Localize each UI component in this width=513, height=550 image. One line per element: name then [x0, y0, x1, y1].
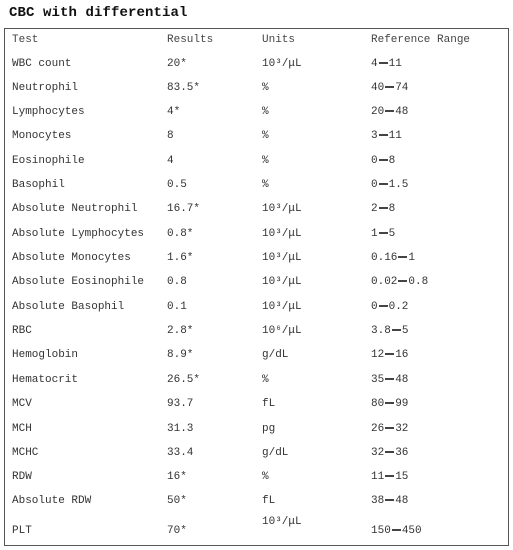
range-dash — [379, 232, 388, 234]
range-low: 38 — [371, 495, 385, 507]
table-row — [5, 516, 508, 541]
table-row — [5, 419, 508, 439]
range-dash — [392, 529, 401, 531]
test-name: Hematocrit — [12, 374, 79, 386]
reference-range — [371, 443, 408, 463]
result-value: 31.3 — [167, 423, 194, 435]
test-name: RDW — [12, 471, 32, 483]
test-name: Basophil — [12, 179, 65, 191]
range-dash — [379, 159, 388, 161]
range-low: 3 — [371, 130, 378, 142]
range-dash — [392, 329, 401, 331]
reference-range — [371, 175, 408, 195]
range-low: 4 — [371, 58, 378, 70]
table-row — [5, 224, 508, 244]
range-high: 450 — [401, 525, 422, 537]
test-name: RBC — [12, 325, 32, 337]
result-value: 33.4 — [167, 447, 194, 459]
test-name: Monocytes — [12, 130, 72, 142]
reference-range — [371, 54, 402, 74]
range-low: 32 — [371, 447, 385, 459]
reference-range — [371, 199, 395, 219]
result-value: 4 — [167, 155, 174, 167]
table-row — [5, 467, 508, 487]
header-reference-range: Reference Range — [371, 34, 471, 46]
reference-range — [371, 248, 415, 268]
range-high: 16 — [395, 349, 409, 361]
result-value: 20* — [167, 58, 187, 70]
table-row — [5, 54, 508, 74]
units-value: % — [262, 82, 269, 94]
range-low: 0 — [371, 301, 378, 313]
test-name: Absolute Eosinophile — [12, 276, 145, 288]
table-row — [5, 394, 508, 414]
units-value: pg — [262, 423, 276, 435]
range-low: 150 — [371, 525, 391, 537]
units-value: g/dL — [262, 349, 289, 361]
range-low: 40 — [371, 82, 385, 94]
header-results: Results — [167, 34, 214, 46]
range-low: 11 — [371, 471, 385, 483]
result-value: 2.8* — [167, 325, 194, 337]
reference-range — [371, 370, 408, 390]
range-dash — [385, 402, 394, 404]
table-row — [5, 345, 508, 365]
units-value: g/dL — [262, 447, 289, 459]
range-high: 99 — [395, 398, 409, 410]
result-value: 50* — [167, 495, 187, 507]
reference-range — [371, 394, 408, 414]
range-high: 8 — [388, 155, 396, 167]
table-header-row — [5, 30, 508, 50]
reference-range — [371, 491, 408, 511]
reference-range — [371, 102, 408, 122]
test-name: Eosinophile — [12, 155, 85, 167]
range-dash — [379, 183, 388, 185]
result-value: 0.5 — [167, 179, 187, 191]
test-name: PLT — [12, 525, 32, 537]
range-dash — [398, 256, 407, 258]
result-value: 0.1 — [167, 301, 187, 313]
range-high: 48 — [395, 374, 409, 386]
range-low: 0.16 — [371, 252, 398, 264]
range-low: 20 — [371, 106, 385, 118]
test-name: MCH — [12, 423, 32, 435]
units-value: % — [262, 130, 269, 142]
units-value: 10³/μL — [262, 252, 302, 264]
range-low: 0.02 — [371, 276, 398, 288]
table-row — [5, 321, 508, 341]
range-high: 32 — [395, 423, 409, 435]
units-value: fL — [262, 495, 276, 507]
units-value: 10³/μL — [262, 301, 302, 313]
result-value: 16.7* — [167, 203, 201, 215]
table-row — [5, 126, 508, 146]
range-high: 48 — [395, 106, 409, 118]
result-value: 70* — [167, 525, 187, 537]
result-value: 8 — [167, 130, 174, 142]
range-low: 0 — [371, 179, 378, 191]
reference-range — [371, 272, 428, 292]
result-value: 93.7 — [167, 398, 194, 410]
result-value: 16* — [167, 471, 187, 483]
range-dash — [385, 427, 394, 429]
table-row — [5, 491, 508, 511]
reference-range — [371, 345, 408, 365]
reference-range — [371, 151, 395, 171]
range-low: 2 — [371, 203, 378, 215]
range-high: 11 — [388, 130, 402, 142]
range-dash — [385, 475, 394, 477]
table-row — [5, 370, 508, 390]
units-value: fL — [262, 398, 276, 410]
range-dash — [398, 280, 407, 282]
reference-range — [371, 78, 408, 98]
range-high: 11 — [388, 58, 402, 70]
result-value: 8.9* — [167, 349, 194, 361]
test-name: MCV — [12, 398, 32, 410]
reference-range — [371, 467, 408, 487]
range-dash — [379, 305, 388, 307]
result-value: 26.5* — [167, 374, 201, 386]
range-low: 1 — [371, 228, 378, 240]
units-value: % — [262, 106, 269, 118]
range-high: 5 — [388, 228, 396, 240]
range-dash — [385, 451, 394, 453]
test-name: Absolute Lymphocytes — [12, 228, 145, 240]
test-name: Neutrophil — [12, 82, 79, 94]
test-name: Absolute Neutrophil — [12, 203, 138, 215]
range-high: 36 — [395, 447, 409, 459]
reference-range — [371, 419, 408, 439]
range-high: 0.2 — [388, 301, 409, 313]
header-units: Units — [262, 34, 296, 46]
reference-range — [371, 126, 402, 146]
units-value: % — [262, 179, 269, 191]
test-name: WBC count — [12, 58, 72, 70]
units-value: 10³/μL — [262, 516, 302, 528]
test-name: Hemoglobin — [12, 349, 79, 361]
units-value: % — [262, 471, 269, 483]
document-title: CBC with differential — [9, 5, 188, 21]
range-dash — [385, 110, 394, 112]
table-row — [5, 199, 508, 219]
range-low: 0 — [371, 155, 378, 167]
table-row — [5, 248, 508, 268]
table-row — [5, 151, 508, 171]
units-value: % — [262, 155, 269, 167]
table-row — [5, 175, 508, 195]
range-high: 1 — [408, 252, 416, 264]
reference-range — [371, 224, 395, 244]
range-low: 3.8 — [371, 325, 391, 337]
result-value: 0.8 — [167, 276, 187, 288]
range-dash — [379, 62, 388, 64]
test-name: Absolute RDW — [12, 495, 92, 507]
range-high: 8 — [388, 203, 396, 215]
range-high: 0.8 — [408, 276, 429, 288]
result-value: 0.8* — [167, 228, 194, 240]
range-dash — [379, 134, 388, 136]
range-low: 35 — [371, 374, 385, 386]
table-row — [5, 297, 508, 317]
units-value: 10³/μL — [262, 228, 302, 240]
test-name: Absolute Basophil — [12, 301, 125, 313]
reference-range — [371, 521, 422, 541]
range-low: 80 — [371, 398, 385, 410]
result-value: 4* — [167, 106, 181, 118]
table-row — [5, 102, 508, 122]
table-row — [5, 272, 508, 292]
range-high: 74 — [395, 82, 409, 94]
units-value: 10³/μL — [262, 58, 302, 70]
result-value: 83.5* — [167, 82, 201, 94]
range-high: 5 — [401, 325, 409, 337]
range-dash — [385, 353, 394, 355]
units-value: 10³/μL — [262, 203, 302, 215]
result-value: 1.6* — [167, 252, 194, 264]
test-name: Lymphocytes — [12, 106, 85, 118]
range-high: 48 — [395, 495, 409, 507]
range-dash — [379, 207, 388, 209]
range-high: 1.5 — [388, 179, 409, 191]
units-value: 10³/μL — [262, 276, 302, 288]
header-test: Test — [12, 34, 39, 46]
table-row — [5, 78, 508, 98]
test-name: MCHC — [12, 447, 39, 459]
range-low: 12 — [371, 349, 385, 361]
reference-range — [371, 321, 408, 341]
lab-results-table — [4, 28, 509, 546]
units-value: 10⁶/μL — [262, 325, 302, 337]
range-dash — [385, 499, 394, 501]
range-dash — [385, 378, 394, 380]
test-name: Absolute Monocytes — [12, 252, 131, 264]
range-dash — [385, 86, 394, 88]
reference-range — [371, 297, 408, 317]
table-row — [5, 443, 508, 463]
range-low: 26 — [371, 423, 385, 435]
units-value: % — [262, 374, 269, 386]
range-high: 15 — [395, 471, 409, 483]
